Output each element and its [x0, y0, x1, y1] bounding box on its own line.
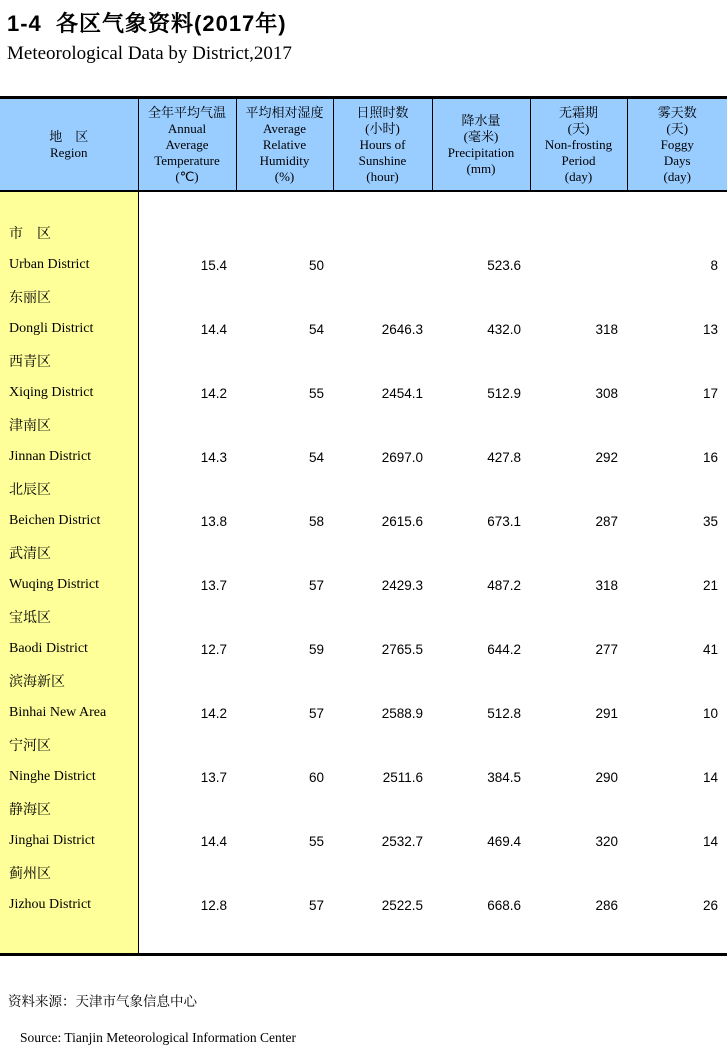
- cell-nonfrosting: 277: [595, 641, 618, 657]
- cell-precipitation: 384.5: [487, 769, 521, 785]
- meteorological-table: [0, 99, 727, 953]
- district-name-zh: 西青区: [0, 345, 138, 377]
- cell-foggy: 14: [702, 769, 718, 785]
- source-note-en: Source: Tianjin Meteorological Information Center: [20, 1030, 296, 1045]
- district-name-zh: 蓟州区: [0, 857, 138, 889]
- cell-temperature: 14.2: [200, 705, 227, 721]
- cell-nonfrosting: 318: [595, 321, 618, 337]
- district-name-zh: 宁河区: [0, 729, 138, 761]
- header-line: 全年平均气温: [147, 104, 226, 120]
- header-line: Relative: [262, 136, 307, 152]
- cell-precipitation: 512.9: [487, 385, 521, 401]
- table-row: [0, 793, 727, 825]
- header-line: Annual: [167, 120, 207, 136]
- table-row: [0, 729, 727, 761]
- cell-temperature: 13.8: [200, 513, 227, 529]
- column-header-region: [0, 99, 138, 191]
- empty-cells: [138, 537, 727, 569]
- cell-sunshine: 2511.6: [382, 769, 423, 785]
- empty-cells: [138, 857, 727, 889]
- header-line: (hour): [366, 168, 399, 184]
- spacer-row: [0, 921, 727, 953]
- cell-sunshine: 2532.7: [381, 833, 423, 849]
- cell-humidity: 59: [308, 641, 324, 657]
- header-line: Average: [165, 136, 209, 152]
- header-line: Days: [663, 152, 691, 168]
- district-name-zh: 宝坻区: [0, 601, 138, 633]
- header-line: 平均相对湿度: [245, 104, 324, 120]
- header-line: Hours of: [359, 136, 406, 152]
- cell-humidity: 57: [308, 577, 324, 593]
- cell-precipitation: 512.8: [487, 705, 521, 721]
- table-row: [0, 249, 727, 281]
- cell-temperature: 14.3: [200, 449, 227, 465]
- column-header-nonfrosting: [530, 99, 627, 191]
- column-header-precipitation: [432, 99, 530, 191]
- cell-temperature: 14.4: [200, 321, 227, 337]
- cell-humidity: 54: [308, 321, 324, 337]
- cell-sunshine: 2646.3: [381, 321, 423, 337]
- table-row: [0, 889, 727, 921]
- header-row: [0, 99, 727, 191]
- source-note-zh: 资料来源：天津市气象信息中心: [8, 994, 197, 1009]
- cell-humidity: 55: [308, 385, 324, 401]
- empty-cells: [138, 665, 727, 697]
- empty-cells: [138, 601, 727, 633]
- empty-cells: [138, 409, 727, 441]
- district-name-en: Wuqing District: [0, 569, 138, 601]
- cell-humidity: 57: [308, 897, 324, 913]
- district-name-en: Jinghai District: [0, 825, 138, 857]
- cell-precipitation: 487.2: [487, 577, 521, 593]
- cell-humidity: 60: [308, 769, 324, 785]
- header-line: 雾天数: [657, 104, 697, 120]
- cell-sunshine: [333, 249, 432, 281]
- header-line: Non-frosting: [544, 136, 613, 152]
- cell-temperature: 14.4: [200, 833, 227, 849]
- cell-foggy: 17: [702, 385, 718, 401]
- cell-nonfrosting: 318: [595, 577, 618, 593]
- empty-cells: [138, 217, 727, 249]
- cell-humidity: 57: [308, 705, 324, 721]
- district-name-en: Beichen District: [0, 505, 138, 537]
- header-line: (小时): [365, 120, 400, 136]
- table-row: [0, 825, 727, 857]
- cell-temperature: 12.7: [200, 641, 227, 657]
- table-row: [0, 217, 727, 249]
- header-line: Foggy: [660, 136, 694, 152]
- cell-humidity: 58: [308, 513, 324, 529]
- header-line: Temperature: [154, 152, 220, 168]
- header-line: 地 区: [49, 128, 89, 144]
- page-title-en: Meteorological Data by District,2017: [7, 43, 292, 64]
- cell-nonfrosting: 286: [595, 897, 618, 913]
- header-line: Period: [561, 152, 596, 168]
- cell-sunshine: 2765.5: [381, 641, 423, 657]
- cell-precipitation: 432.0: [487, 321, 521, 337]
- cell-foggy: 13: [702, 321, 718, 337]
- cell-precipitation: 644.2: [487, 641, 521, 657]
- header-line: Average: [262, 120, 307, 136]
- cell-sunshine: 2429.3: [381, 577, 423, 593]
- cell-humidity: 54: [308, 449, 324, 465]
- district-name-zh: 滨海新区: [0, 665, 138, 697]
- cell-foggy: 21: [702, 577, 718, 593]
- cell-foggy: 41: [702, 641, 718, 657]
- header-line: 日照时数: [356, 104, 409, 120]
- cell-temperature: 13.7: [200, 577, 227, 593]
- cell-sunshine: 2522.5: [381, 897, 423, 913]
- header-line: Region: [49, 144, 88, 160]
- table-row: [0, 601, 727, 633]
- cell-foggy: 14: [702, 833, 718, 849]
- header-line: (毫米): [463, 128, 499, 144]
- district-name-zh: 北辰区: [0, 473, 138, 505]
- cell-nonfrosting: 291: [595, 705, 618, 721]
- table-row: [0, 377, 727, 409]
- district-name-zh: 津南区: [0, 409, 138, 441]
- cell-foggy: 26: [702, 897, 718, 913]
- empty-cells: [138, 793, 727, 825]
- cell-foggy: 35: [702, 513, 718, 529]
- cell-sunshine: 2588.9: [381, 705, 423, 721]
- district-name-en: Jinnan District: [0, 441, 138, 473]
- table-row: [0, 281, 727, 313]
- header-line: 降水量: [461, 112, 501, 128]
- table-row: [0, 569, 727, 601]
- cell-nonfrosting: 287: [595, 513, 618, 529]
- empty-cells: [138, 729, 727, 761]
- district-name-en: Ninghe District: [0, 761, 138, 793]
- empty-cells: [138, 281, 727, 313]
- table-row: [0, 633, 727, 665]
- table-row: [0, 409, 727, 441]
- header-line: (天): [666, 120, 689, 136]
- cell-temperature: 15.4: [200, 257, 227, 273]
- cell-precipitation: 427.8: [487, 449, 521, 465]
- district-name-zh: 东丽区: [0, 281, 138, 313]
- cell-precipitation: 668.6: [487, 897, 521, 913]
- district-name-en: Binhai New Area: [0, 697, 138, 729]
- district-name-en: Dongli District: [0, 313, 138, 345]
- cell-precipitation: 523.6: [487, 257, 521, 273]
- empty-cells: [138, 345, 727, 377]
- cell-temperature: 14.2: [200, 385, 227, 401]
- cell-foggy: 16: [702, 449, 718, 465]
- page-title-zh: 1-4 各区气象资料(2017年): [7, 11, 287, 36]
- column-header-sunshine: [333, 99, 432, 191]
- district-name-en: Baodi District: [0, 633, 138, 665]
- table-row: [0, 345, 727, 377]
- table-row: [0, 761, 727, 793]
- column-header-humidity: [236, 99, 333, 191]
- cell-sunshine: 2697.0: [381, 449, 423, 465]
- header-line: (℃): [175, 168, 199, 184]
- header-line: Sunshine: [358, 152, 407, 168]
- cell-temperature: 12.8: [200, 897, 227, 913]
- cell-nonfrosting: [530, 249, 627, 281]
- header-line: 无霜期: [558, 104, 598, 120]
- district-name-zh: 静海区: [0, 793, 138, 825]
- header-line: (mm): [466, 160, 496, 176]
- header-line: (day): [564, 168, 593, 184]
- header-line: (天): [567, 120, 590, 136]
- cell-temperature: 13.7: [200, 769, 227, 785]
- table-row: [0, 473, 727, 505]
- cell-foggy: 8: [710, 257, 718, 273]
- table-row: [0, 665, 727, 697]
- cell-precipitation: 673.1: [487, 513, 521, 529]
- district-name-en: Xiqing District: [0, 377, 138, 409]
- cell-nonfrosting: 292: [595, 449, 618, 465]
- header-line: (%): [274, 168, 295, 184]
- empty-cells: [138, 473, 727, 505]
- district-name-zh: 武清区: [0, 537, 138, 569]
- district-name-en: Urban District: [0, 249, 138, 281]
- cell-nonfrosting: 320: [595, 833, 618, 849]
- column-header-temperature: [138, 99, 236, 191]
- table-row: [0, 505, 727, 537]
- district-name-zh: 市 区: [0, 217, 138, 249]
- table-row: [0, 537, 727, 569]
- table-row: [0, 857, 727, 889]
- cell-humidity: 50: [308, 257, 324, 273]
- table-row: [0, 441, 727, 473]
- column-header-foggy: [627, 99, 727, 191]
- cell-nonfrosting: 290: [595, 769, 618, 785]
- spacer-row: [0, 191, 727, 217]
- cell-humidity: 55: [308, 833, 324, 849]
- header-line: Precipitation: [447, 144, 515, 160]
- cell-foggy: 10: [702, 705, 718, 721]
- cell-nonfrosting: 308: [595, 385, 618, 401]
- cell-precipitation: 469.4: [487, 833, 521, 849]
- header-line: Humidity: [259, 152, 310, 168]
- table-row: [0, 313, 727, 345]
- cell-sunshine: 2454.1: [381, 385, 423, 401]
- meteorological-table-wrap: [0, 96, 727, 956]
- header-line: (day): [663, 168, 691, 184]
- cell-sunshine: 2615.6: [381, 513, 423, 529]
- district-name-en: Jizhou District: [0, 889, 138, 921]
- table-row: [0, 697, 727, 729]
